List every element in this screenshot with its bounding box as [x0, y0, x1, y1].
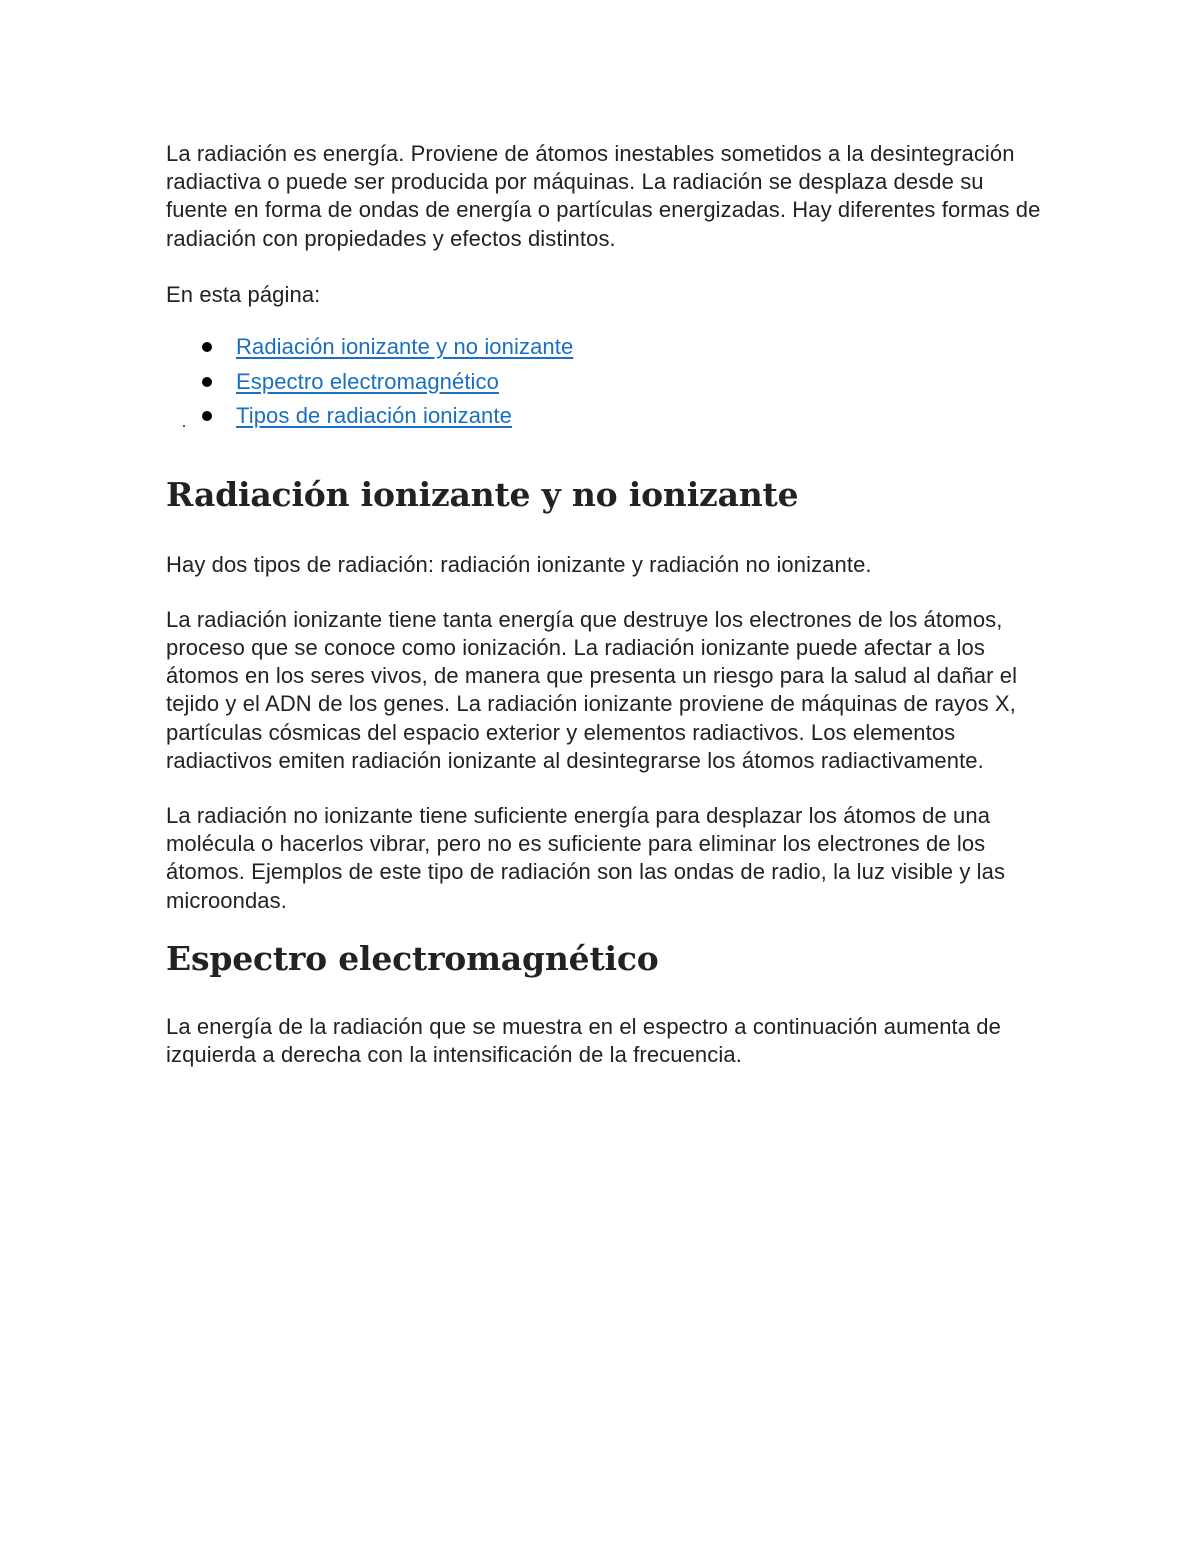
- toc-link-ionizing[interactable]: Radiación ionizante y no ionizante: [236, 334, 574, 360]
- bullet-icon: [202, 411, 212, 421]
- stray-mark: [183, 425, 185, 427]
- toc-heading: En esta página:: [166, 281, 321, 307]
- paragraph-ionizing: La radiación ionizante tiene tanta energía que destruye los electrones de los átomos, proceso que se conoce como ionización. La radiación ionizante puede afectar a los átomos en los seres vivos, de manera que presenta un riesgo para la salud al dañar el tejido y el ADN de los genes. La radiación ionizante proviene de máquinas de rayos X, partículas cósmicas del espacio exterior y elementos radiactivos. Los elementos radiactivos emiten radiación ionizante al desintegrarse los átomos radiactivamente.: [166, 606, 1018, 773]
- table-of-contents: [166, 335, 1046, 439]
- toc-item: [166, 370, 1046, 405]
- section-heading-ionizing: Radiación ionizante y no ionizante: [166, 474, 799, 514]
- bullet-icon: [202, 377, 212, 387]
- intro-paragraph: La radiación es energía. Proviene de átomos inestables sometidos a la desintegración radiactiva o puede ser producida por máquinas. La radiación se desplaza desde su fuente en forma de ondas de energía o partículas energizadas. Hay diferentes formas de radiación con propiedades y efectos distintos.: [166, 141, 1041, 251]
- toc-item: [166, 335, 1046, 370]
- bullet-icon: [202, 342, 212, 352]
- toc-link-types[interactable]: Tipos de radiación ionizante: [236, 403, 512, 429]
- paragraph-radiation-types: Hay dos tipos de radiación: radiación ionizante y radiación no ionizante.: [166, 551, 872, 577]
- section-heading-spectrum: Espectro electromagnético: [166, 938, 659, 978]
- document-page: [166, 140, 1046, 1069]
- toc-item: [166, 404, 1046, 439]
- paragraph-spectrum: La energía de la radiación que se muestra en el espectro a continuación aumenta de izquierda a derecha con la intensificación de la frecuencia.: [166, 1013, 1001, 1067]
- paragraph-non-ionizing: La radiación no ionizante tiene suficiente energía para desplazar los átomos de una molécula o hacerlos vibrar, pero no es suficiente para eliminar los electrones de los átomos. Ejemplos de este tipo de radiación son las ondas de radio, la luz visible y las microondas.: [166, 802, 1006, 913]
- toc-link-spectrum[interactable]: Espectro electromagnético: [236, 368, 499, 394]
